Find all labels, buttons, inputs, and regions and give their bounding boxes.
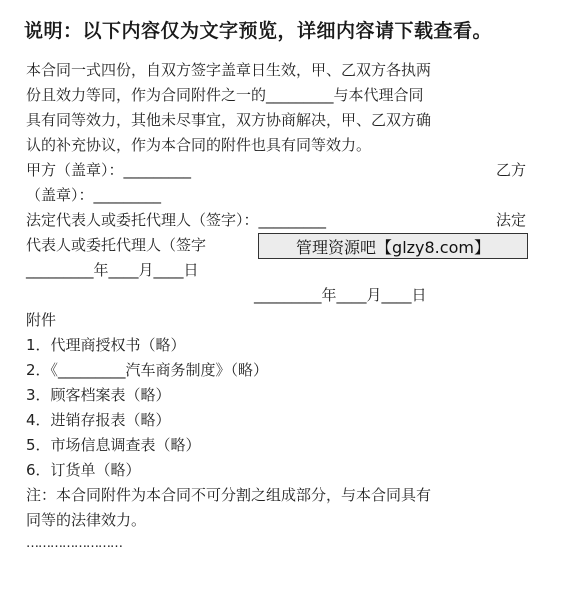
- attachment-item: 6．订货单（略）: [26, 461, 141, 479]
- party-b-label: 乙方: [496, 161, 527, 179]
- party-b-seal-line: （盖章）：_________: [26, 186, 162, 204]
- watermark-badge: 管理资源吧【glzy8.com】: [258, 233, 528, 259]
- preview-notice-header: 说明：以下内容仅为文字预览，详细内容请下载查看。: [24, 20, 493, 42]
- note-line-2: 同等的法律效力。: [26, 511, 147, 529]
- attachment-item: 3．顾客档案表（略）: [26, 386, 171, 404]
- attachment-item: 5．市场信息调查表（略）: [26, 436, 201, 454]
- truncation-ellipsis: ……………………: [26, 536, 122, 551]
- contract-text-line-3: 具有同等效力，其他未尽事宜，双方协商解决，甲、乙双方确: [26, 111, 432, 129]
- party-a-seal-line: 甲方（盖章）：_________: [26, 161, 192, 179]
- party-a-representative-line: 法定代表人或委托代理人（签字）：_________: [26, 211, 327, 229]
- attachment-item: 2．《_________汽车商务制度》（略）: [26, 361, 269, 379]
- attachment-item: 1．代理商授权书（略）: [26, 336, 186, 354]
- contract-text-line-2: 份且效力等同，作为合同附件之一的_________与本代理合同: [26, 86, 424, 104]
- contract-text-line-4: 认的补充协议，作为本合同的附件也具有同等效力。: [26, 136, 372, 154]
- party-a-date-line: _________年____月____日: [26, 261, 199, 279]
- party-b-representative-prefix: 法定: [496, 211, 527, 229]
- note-line-1: 注：本合同附件为本合同不可分割之组成部分，与本合同具有: [26, 486, 432, 504]
- party-b-representative-line: 代表人或委托代理人（签字: [26, 236, 207, 254]
- contract-text-line-1: 本合同一式四份，自双方签字盖章日生效，甲、乙双方各执两: [26, 61, 432, 79]
- attachment-item: 4．进销存报表（略）: [26, 411, 171, 429]
- attachments-title: 附件: [26, 311, 57, 329]
- party-b-date-line: _________年____月____日: [254, 286, 427, 304]
